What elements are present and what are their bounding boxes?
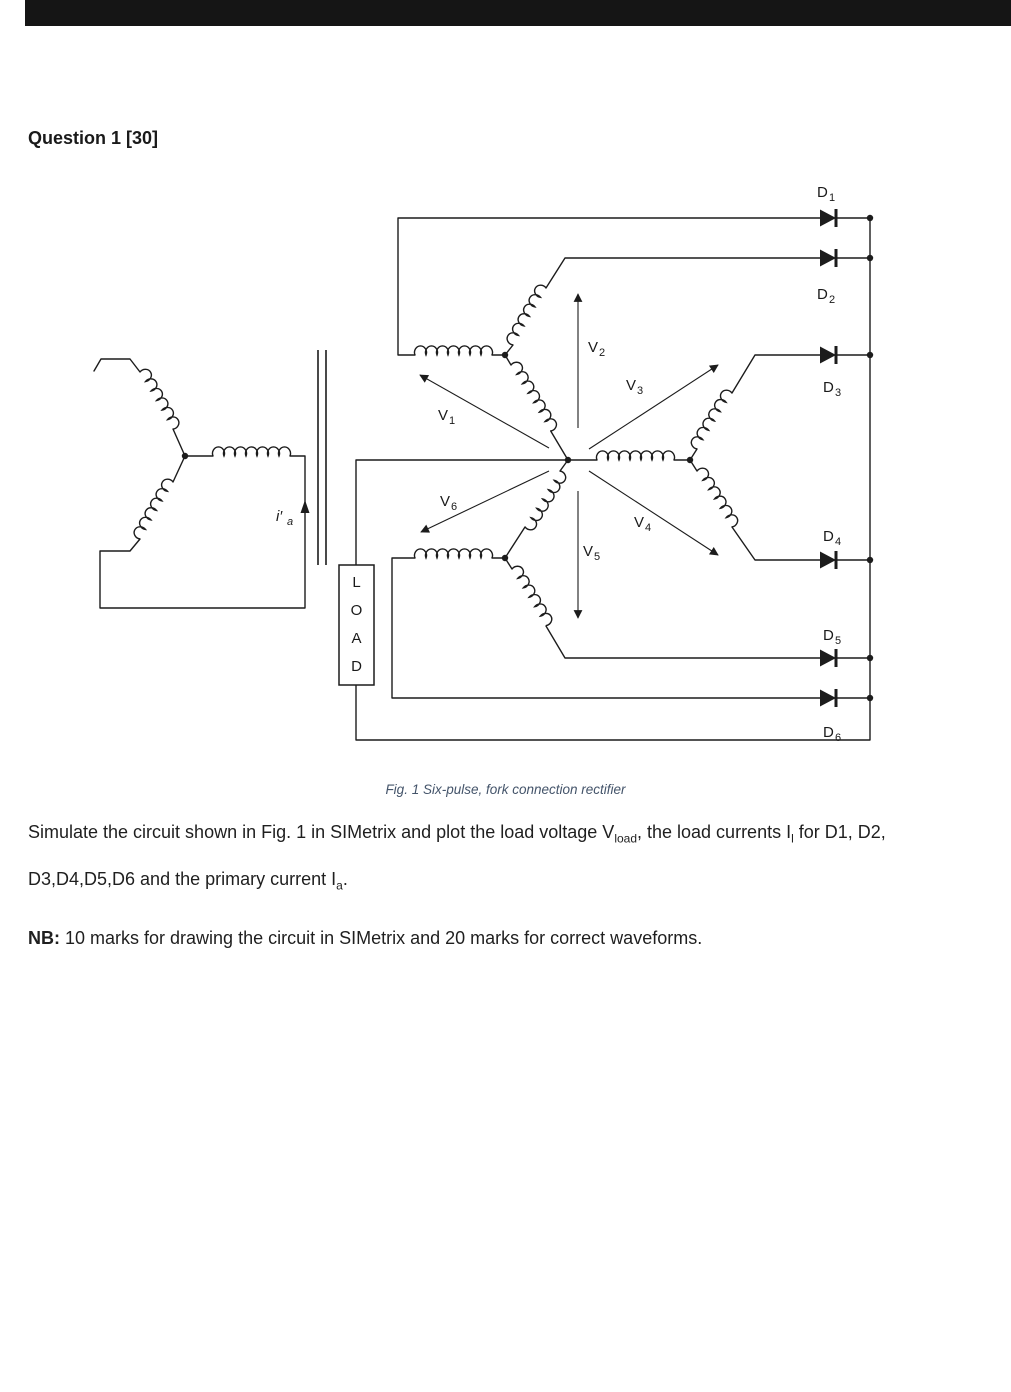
label-d4: D [823,528,834,545]
wire-d2-anode [546,258,820,288]
label-d2: D [817,286,828,303]
coil-s5 [689,388,732,450]
circuit-wiring [94,218,870,740]
wire-primary-top-terminal [94,359,140,372]
junction-dot [182,453,188,459]
subscript-a: a [336,878,343,893]
label-d1: D [817,184,828,201]
question-title: Question 1 [30] [28,128,159,148]
load-letter-l: L [352,574,361,591]
coil-s4 [597,451,675,460]
transformer-core [318,350,326,565]
label-v6-sub: 6 [451,501,458,513]
coil-primary-a [140,367,181,430]
subscript-load: load [614,831,637,846]
junction-dot [867,557,873,563]
coil-primary-b [132,477,173,540]
question-text-part: for D1, D2, D3,D4,D5,D6 and the primary current I [28,822,886,889]
label-v5: V [583,543,594,560]
figure-caption: Fig. 1 Six-pulse, fork connection rectifier [385,782,626,797]
question-text-part: . [342,868,348,889]
coil-s6 [697,466,740,528]
label-v6: V [440,493,451,510]
wire-p1-to-node [173,429,185,456]
label-d5: D [823,627,834,644]
wire-d5-anode [546,626,820,658]
coil-s8 [415,549,493,558]
wire-d6-anode [392,558,820,698]
coil-s9 [512,564,554,626]
junction-dot [867,655,873,661]
diode-d4-symbol [820,551,836,569]
diode-d3-symbol [820,346,836,364]
load-letter-a: A [351,630,362,647]
label-v5-sub: 5 [594,551,601,563]
load-letter-o: O [350,602,363,619]
junction-dot [867,695,873,701]
diode-d1-symbol [820,209,836,227]
label-d4-sub: 4 [835,536,842,548]
coil-s3 [511,360,559,432]
label-v2-sub: 2 [599,347,606,359]
junction-dot [502,555,508,561]
wire-s7-to-node [505,527,525,558]
nb-note [28,925,948,951]
wire-d3-anode [732,355,820,393]
label-v4-sub: 4 [645,522,652,534]
label-d3: D [823,379,834,396]
label-v1-sub: 1 [449,415,456,427]
junction-dot [502,352,508,358]
label-v2: V [588,339,599,356]
ia-current-arrow [301,500,310,513]
voltage-arrows [420,294,718,618]
diode-d5-symbol [820,649,836,667]
junction-dot [867,352,873,358]
label-v4: V [634,514,645,531]
wire-p2-to-node [173,456,185,482]
coil-primary-c [213,447,291,456]
junction-dot [867,255,873,261]
label-d1-sub: 1 [829,192,836,204]
question-text [28,812,908,905]
label-v3-sub: 3 [637,385,644,397]
junction-dot [565,457,571,463]
wire-d1-anode [398,218,820,355]
diode-d2-symbol [820,249,836,267]
junction-dot [867,215,873,221]
label-v3: V [626,377,637,394]
windings [132,283,740,626]
arrow-v4 [589,471,718,555]
load-box [339,565,374,685]
label-v1: V [438,407,449,424]
label-ia-sub: a [287,516,294,528]
junction-dot [687,457,693,463]
label-d2-sub: 2 [829,294,836,306]
junction-dots [182,215,873,701]
label-d6: D [823,724,834,741]
wire-s3-to-center [551,431,568,460]
question-text-part: Simulate the circuit shown in Fig. 1 in SIMetrix and plot the load voltage V [28,822,615,842]
wire-cathode-bus [356,218,870,740]
label-d6-sub: 6 [835,732,842,744]
nb-label: NB: [28,928,60,948]
nb-text: 10 marks for drawing the circuit in SIMetrix and 20 marks for correct waveforms. [60,928,703,948]
label-ia: i′ [276,508,283,525]
coil-s1 [415,346,493,355]
coil-s2 [505,283,546,346]
diode-d6-symbol [820,689,836,707]
wire-primary-bottom-loop [100,456,305,608]
question-text-part: , the load currents I [637,822,792,842]
load-letter-d: D [351,658,362,675]
label-d3-sub: 3 [835,387,842,399]
label-d5-sub: 5 [835,635,842,647]
subscript-l: l [791,831,794,846]
wire-d4-anode [732,527,820,560]
